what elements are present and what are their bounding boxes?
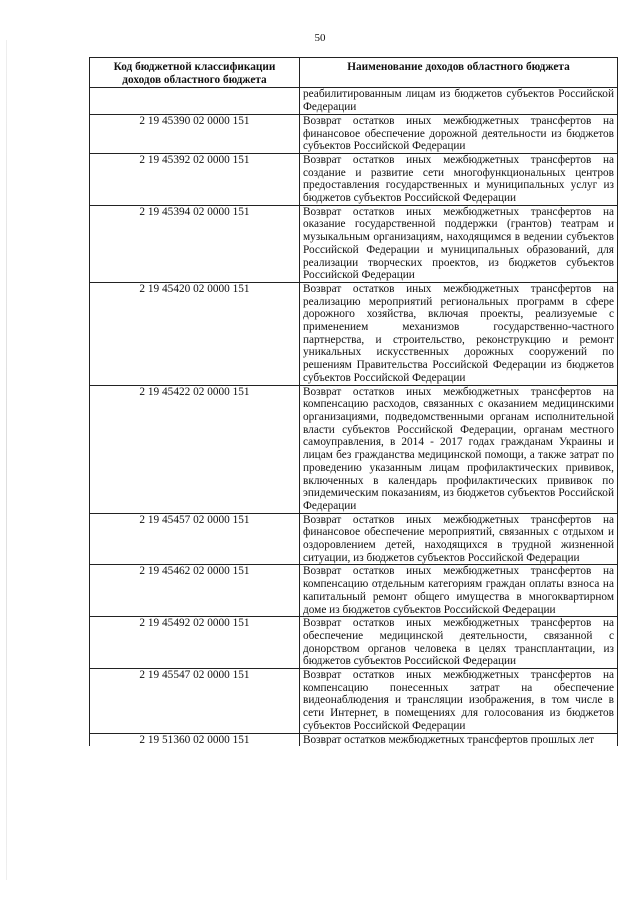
- header-code: Код бюджетной классификации доходов областного бюджета: [90, 58, 300, 88]
- table-row: [90, 513, 618, 565]
- row-code: 2 19 45457 02 0000 151: [90, 513, 300, 565]
- table-row: [90, 282, 618, 385]
- row-name: Возврат остатков иных межбюджетных трансфертов на реализацию мероприятий региональных программ в сфере дорожного хозяйства, включая проекты, реализуемые с применением механизмов государственно-частного партнерства, и строительство, реконструкцию и ремонт уникальных искусственных дорожных сооружений по решениям Правительства Российской Федерации из бюджетов субъектов Российской Федерации: [300, 282, 618, 385]
- page-number: 50: [314, 32, 326, 44]
- table-row: [90, 565, 618, 617]
- row-code: 2 19 45462 02 0000 151: [90, 565, 300, 617]
- row-code: 2 19 45420 02 0000 151: [90, 282, 300, 385]
- row-name: Возврат остатков иных межбюджетных трансфертов на финансовое обеспечение мероприятий, связанных с отдыхом и оздоровлением детей, находящихся в трудной жизненной ситуации, из бюджетов субъектов Российской Федерации: [300, 513, 618, 565]
- row-name: реабилитированным лицам из бюджетов субъектов Российской Федерации: [300, 88, 618, 114]
- table-row: [90, 114, 618, 153]
- table-row: [90, 205, 618, 282]
- row-code: 2 19 45422 02 0000 151: [90, 385, 300, 513]
- table-row: [90, 153, 618, 205]
- table-header-row: [90, 58, 618, 88]
- row-code: 2 19 45492 02 0000 151: [90, 617, 300, 669]
- row-name: Возврат остатков иных межбюджетных трансфертов на компенсацию расходов, связанных с оказанием медицинскими организациями, подведомственными органам исполнительной власти субъектов Российской Федерации, органам местного самоуправления, в 2014 - 2017 годах гражданам Украины и лицам без гражданства медицинской помощи, а также затрат по проведению указанным лицам профилактических прививок, включенных в календарь профилактических прививок по эпидемическим показаниям, из бюджетов субъектов Российской Федерации: [300, 385, 618, 513]
- row-code: 2 19 45547 02 0000 151: [90, 669, 300, 734]
- row-code: 2 19 45394 02 0000 151: [90, 205, 300, 282]
- row-name: Возврат остатков иных межбюджетных трансфертов на компенсацию понесенных затрат на обеспечение видеонаблюдения и трансляции изображения, в том числе в сети Интернет, в помещениях для голосования из бюджетов субъектов Российской Федерации: [300, 669, 618, 734]
- table-row: [90, 669, 618, 734]
- header-name: Наименование доходов областного бюджета: [300, 58, 618, 88]
- row-code: 2 19 45390 02 0000 151: [90, 114, 300, 153]
- row-code: [90, 88, 300, 114]
- scan-edge-shadow: [6, 40, 7, 880]
- row-code: 2 19 51360 02 0000 151: [90, 733, 300, 746]
- row-name: Возврат остатков иных межбюджетных трансфертов на оказание государственной поддержки (грантов) театрам и музыкальным организациям, находящимся в ведении субъектов Российской Федерации и муниципальных образований, для реализации творческих проектов, из бюджетов субъектов Российской Федерации: [300, 205, 618, 282]
- row-name: Возврат остатков межбюджетных трансфертов прошлых лет: [300, 733, 618, 746]
- budget-classification-table: [89, 57, 618, 746]
- row-name: Возврат остатков иных межбюджетных трансфертов на компенсацию отдельным категориям граждан оплаты взноса на капитальный ремонт общего имущества в многоквартирном доме из бюджетов субъектов Российской Федерации: [300, 565, 618, 617]
- row-code: 2 19 45392 02 0000 151: [90, 153, 300, 205]
- row-name: Возврат остатков иных межбюджетных трансфертов на обеспечение медицинской деятельности, связанной с донорством органов человека в целях трансплантации, из бюджетов субъектов Российской Федерации: [300, 617, 618, 669]
- table-row: [90, 733, 618, 746]
- table-row: [90, 385, 618, 513]
- row-name: Возврат остатков иных межбюджетных трансфертов на создание и развитие сети многофункциональных центров предоставления государственных и муниципальных услуг из бюджетов субъектов Российской Федерации: [300, 153, 618, 205]
- row-name: Возврат остатков иных межбюджетных трансфертов на финансовое обеспечение дорожной деятельности из бюджетов субъектов Российской Федерации: [300, 114, 618, 153]
- table-row: [90, 88, 618, 114]
- table-row: [90, 617, 618, 669]
